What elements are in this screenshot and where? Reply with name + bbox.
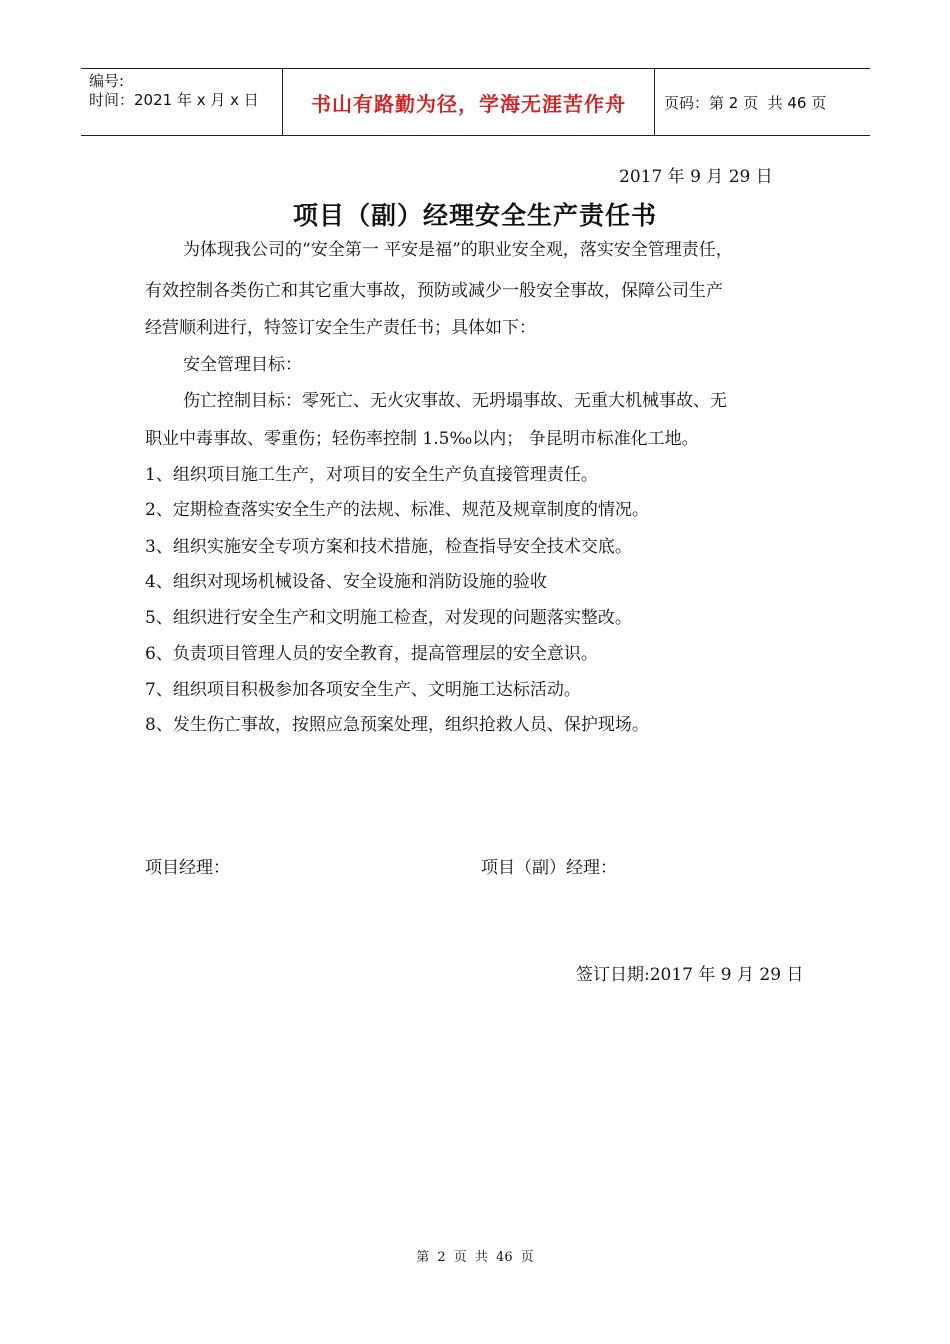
intro-line-2: 有效控制各类伤亡和其它重大事故，预防或减少一般安全事故，保障公司生产 (145, 281, 723, 301)
list-item: 7、组织项目积极参加各项安全生产、文明施工达标活动。 (145, 680, 581, 700)
intro-line-1: 为体现我公司的“安全第一 平安是福”的职业安全观，落实安全管理责任， (183, 240, 733, 260)
goal-line-1: 伤亡控制目标：零死亡、无火灾事故、无坍塌事故、无重大机械事故、无 (183, 391, 727, 411)
list-item: 8、发生伤亡事故，按照应急预案处理，组织抢救人员、保护现场。 (145, 715, 649, 735)
list-item: 3、组织实施安全专项方案和技术措施，检查指导安全技术交底。 (145, 537, 632, 557)
header-motto (282, 69, 655, 135)
goal-heading: 安全管理目标： (183, 355, 302, 375)
page-footer: 第 2 页 共 46 页 (416, 1250, 534, 1265)
goal-line-2: 职业中毒事故、零重伤；轻伤率控制 1.5‰以内； 争昆明市标准化工地。 (145, 429, 699, 449)
header-number-label: 编号: (89, 72, 125, 90)
document-date: 2017 年 9 月 29 日 (619, 167, 773, 187)
header-meta (81, 69, 282, 135)
signature-manager-label: 项目经理： (145, 858, 230, 878)
document-title: 项目（副）经理安全生产责任书 (292, 201, 657, 230)
header-motto-text: 书山有路勤为径，学海无涯苦作舟 (311, 91, 626, 116)
sign-date: 签订日期:2017 年 9 月 29 日 (576, 965, 804, 985)
header-page-info (655, 69, 870, 135)
list-item: 6、负责项目管理人员的安全教育，提高管理层的安全意识。 (145, 644, 598, 664)
intro-line-3: 经营顺利进行，特签订安全生产责任书；具体如下： (145, 318, 536, 338)
list-item: 4、组织对现场机械设备、安全设施和消防设施的验收 (145, 572, 547, 592)
page-header (81, 68, 870, 136)
list-item: 1、组织项目施工生产，对项目的安全生产负直接管理责任。 (145, 465, 598, 485)
signature-deputy-manager-label: 项目（副）经理： (481, 858, 617, 878)
header-page-info-text: 页码：第 2 页 共 46 页 (664, 93, 827, 112)
header-time-label: 时间：2021 年 x 月 x 日 (89, 91, 259, 109)
list-item: 5、组织进行安全生产和文明施工检查，对发现的问题落实整改。 (145, 608, 632, 628)
list-item: 2、定期检查落实安全生产的法规、标准、规范及规章制度的情况。 (145, 500, 649, 520)
